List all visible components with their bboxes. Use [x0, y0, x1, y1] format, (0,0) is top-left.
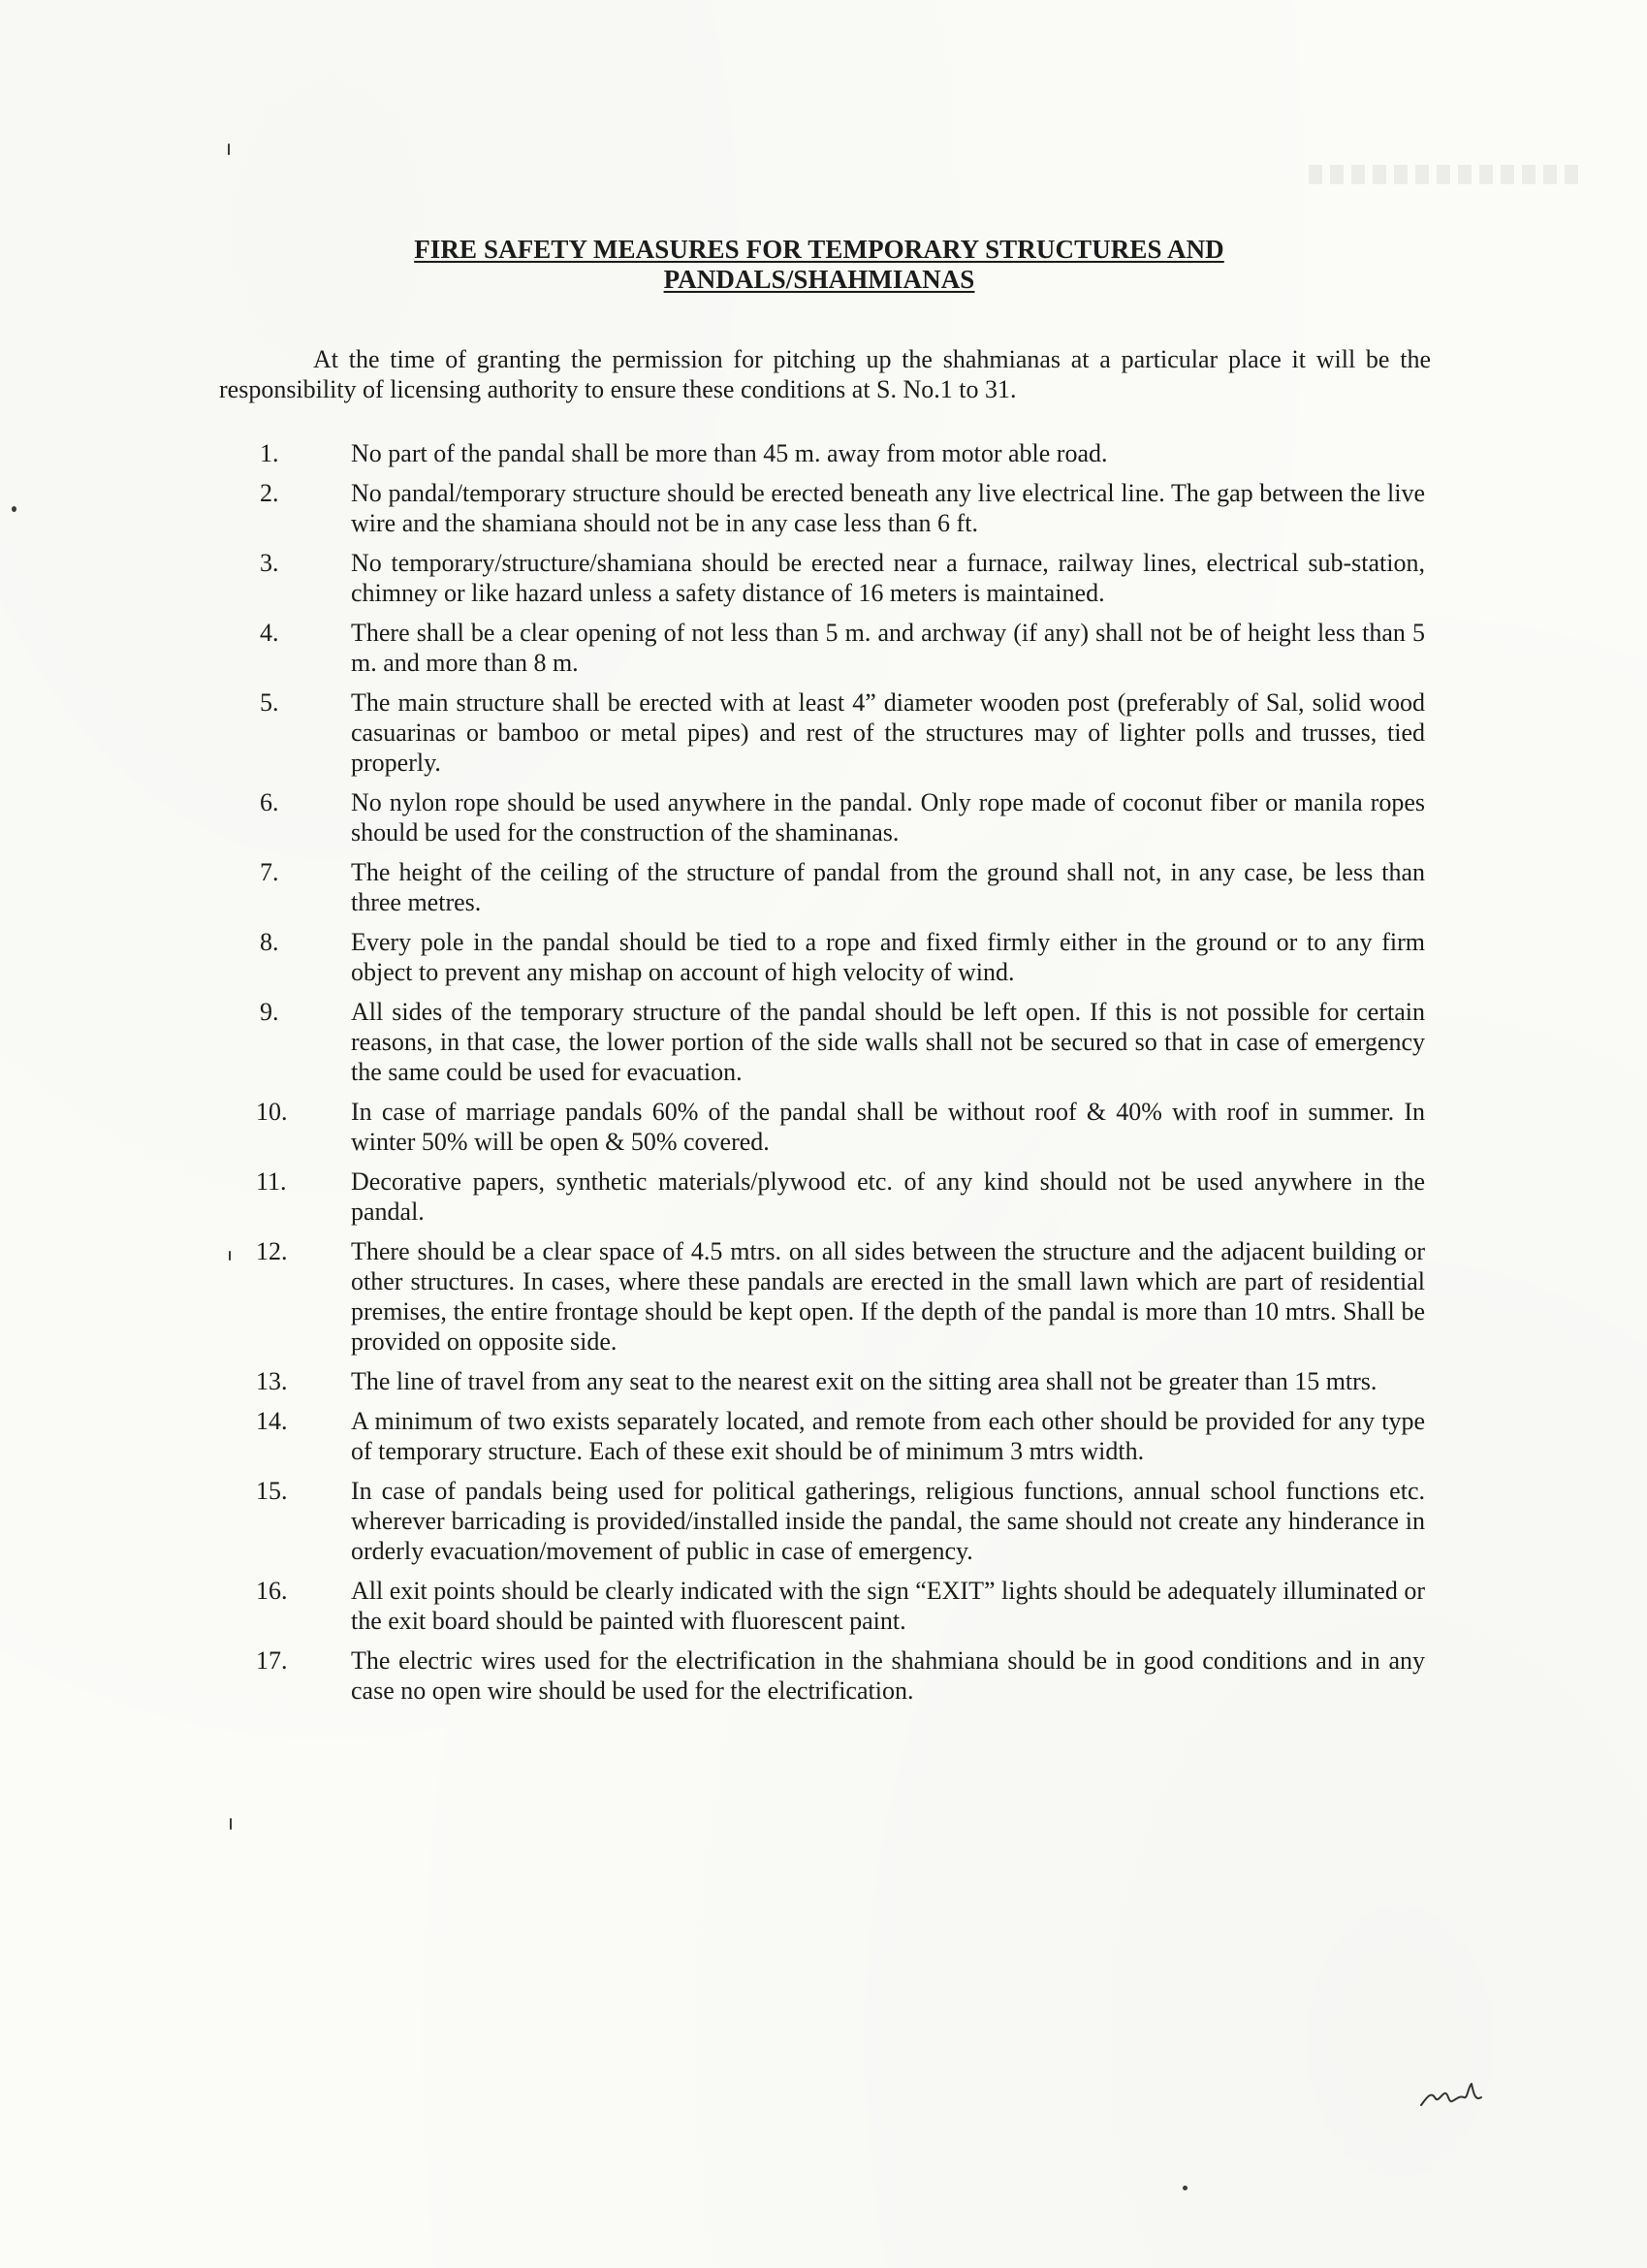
rule-number: 1.	[260, 439, 279, 467]
rule-text: There shall be a clear opening of not less than 5 m. and archway (if any) shall not be of height less than 5 m. and more than 8 m.	[351, 619, 1425, 677]
rule-text: In case of pandals being used for political gatherings, religious functions, annual school functions etc. wherever barricading is provided/installed inside the pandal, the same should not create any hinderance in orderly evacuation/movement of public in case of emergency.	[351, 1477, 1425, 1565]
rule-item	[0, 1645, 1647, 1706]
rule-item	[0, 1576, 1647, 1636]
rule-number: 3.	[260, 549, 279, 577]
rule-text: Every pole in the pandal should be tied to a rope and fixed firmly either in the ground or to any firm object to prevent any mishap on account of high velocity of wind.	[351, 928, 1425, 986]
rule-number: 4.	[260, 619, 279, 647]
rule-text: There should be a clear space of 4.5 mtrs. on all sides between the structure and the adjacent building or other structures. In cases, where these pandals are erected in the small lawn which are part of residential premises, the entire frontage should be kept open. If the depth of the pandal is more than 10 mtrs. Shall be provided on opposite side.	[351, 1237, 1425, 1356]
rule-text: All sides of the temporary structure of the pandal should be left open. If this is not possible for certain reasons, in that case, the lower portion of the side walls shall not be secured so that in case of emergency the same could be used for evacuation.	[351, 998, 1425, 1086]
rule-text: The line of travel from any seat to the nearest exit on the sitting area shall not be greater than 15 mtrs.	[351, 1367, 1378, 1395]
rule-item	[0, 1236, 1647, 1357]
rule-item	[0, 927, 1647, 987]
rule-item	[0, 438, 1647, 468]
rule-text: Decorative papers, synthetic materials/plywood etc. of any kind should not be used anywhere in the pandal.	[351, 1167, 1425, 1226]
rule-item	[0, 618, 1647, 678]
rule-item	[0, 1476, 1647, 1566]
rule-text: No temporary/structure/shamiana should be erected near a furnace, railway lines, electrical sub-station, chimney or like hazard unless a safety distance of 16 meters is maintained.	[351, 549, 1425, 607]
rule-item	[0, 787, 1647, 847]
rule-number: 9.	[260, 998, 279, 1026]
rule-item	[0, 1406, 1647, 1466]
rule-text: No nylon rope should be used anywhere in the pandal. Only rope made of coconut fiber or manila ropes should be used for the construction of the shaminanas.	[351, 788, 1425, 847]
rule-text: The electric wires used for the electrification in the shahmiana should be in good conditions and in any case no open wire should be used for the electrification.	[351, 1646, 1425, 1705]
rule-number: 5.	[260, 688, 279, 717]
rule-number: 15.	[256, 1477, 288, 1505]
rule-number: 2.	[260, 479, 279, 507]
rule-text: In case of marriage pandals 60% of the pandal shall be without roof & 40% with roof in summer. In winter 50% will be open & 50% covered.	[351, 1098, 1425, 1156]
rule-number: 16.	[256, 1577, 288, 1605]
rule-number: 10.	[256, 1098, 288, 1126]
rule-item	[0, 1366, 1647, 1396]
scan-speck	[229, 1251, 231, 1261]
rule-text: No part of the pandal shall be more than 45 m. away from motor able road.	[351, 439, 1108, 467]
rule-number: 7.	[260, 858, 279, 886]
rule-item	[0, 997, 1647, 1087]
rule-number: 13.	[256, 1367, 288, 1395]
rule-number: 14.	[256, 1407, 288, 1435]
rule-text: A minimum of two exists separately located, and remote from each other should be provided for any type of temporary structure. Each of these exit should be of minimum 3 mtrs width.	[351, 1407, 1425, 1465]
rule-item	[0, 1097, 1647, 1157]
rule-number: 6.	[260, 788, 279, 816]
rule-number: 11.	[256, 1167, 287, 1196]
rule-item	[0, 857, 1647, 917]
rule-number: 12.	[256, 1237, 288, 1265]
document-title: FIRE SAFETY MEASURES FOR TEMPORARY STRUCTURES AND PANDALS/SHAHMIANAS	[414, 235, 1224, 294]
rule-item	[0, 687, 1647, 778]
rule-text: All exit points should be clearly indicated with the sign “EXIT” lights should be adequately illuminated or the exit board should be painted with fluorescent paint.	[351, 1577, 1425, 1635]
rules-list	[0, 438, 1647, 1715]
rule-item	[0, 1166, 1647, 1227]
rule-text: The height of the ceiling of the structure of pandal from the ground shall not, in any case, be less than three metres.	[351, 858, 1425, 916]
rule-number: 17.	[256, 1646, 288, 1675]
scan-speck	[12, 506, 16, 512]
scan-speck	[228, 144, 230, 155]
rule-text: The main structure shall be erected with at least 4” diameter wooden post (preferably of Sal, solid wood casuarinas or bamboo or metal pipes) and rest of the structures may of lighter polls and trusses, tied properly.	[351, 688, 1425, 777]
rule-number: 8.	[260, 928, 279, 956]
rule-item	[0, 548, 1647, 608]
scan-speck	[230, 1818, 232, 1830]
rule-item	[0, 478, 1647, 538]
handwritten-initials-signature	[1417, 2076, 1495, 2115]
scan-speck	[1183, 2186, 1188, 2190]
rule-text: No pandal/temporary structure should be erected beneath any live electrical line. The gap between the live wire and the shamiana should not be in any case less than 6 ft.	[351, 479, 1425, 537]
intro-paragraph: At the time of granting the permission for pitching up the shahmianas at a particular place it will be the responsibility of licensing authority to ensure these conditions at S. No.1 to 31.	[219, 345, 1431, 403]
reverse-side-bleed-through	[1309, 165, 1580, 184]
